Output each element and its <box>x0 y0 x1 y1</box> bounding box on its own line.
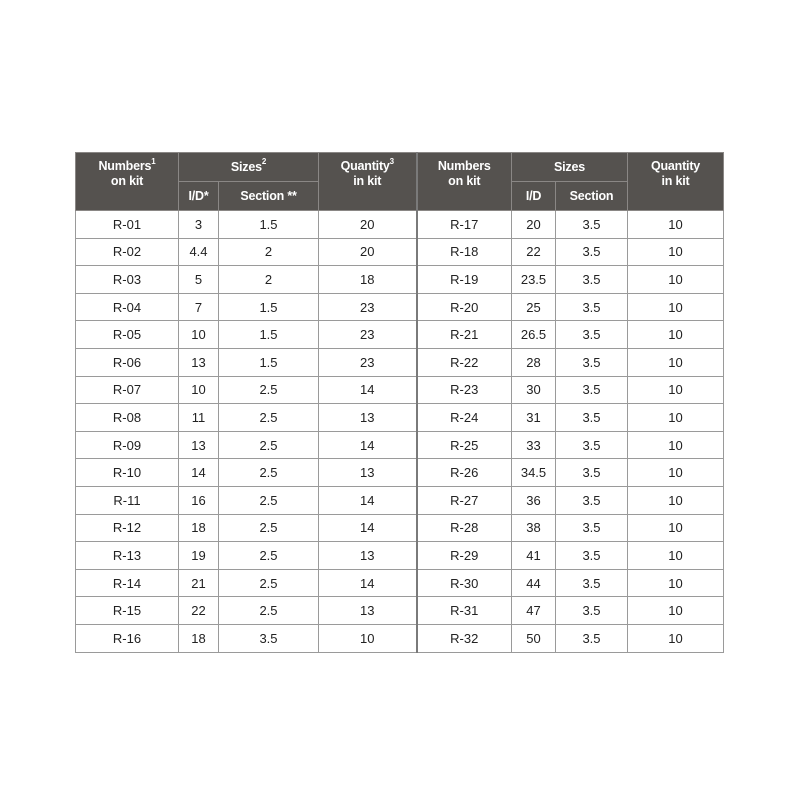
cell-section-right: 3.5 <box>556 624 628 652</box>
cell-id-right: 50 <box>512 624 556 652</box>
cell-section-right: 3.5 <box>556 486 628 514</box>
header-numbers-left <box>76 153 179 211</box>
cell-quantity-right: 10 <box>628 542 724 570</box>
cell-id-left: 13 <box>179 348 219 376</box>
header-sizes-right-text: Sizes <box>554 159 585 174</box>
cell-quantity-right: 10 <box>628 376 724 404</box>
cell-number-left: R-07 <box>76 376 179 404</box>
cell-id-left: 10 <box>179 376 219 404</box>
cell-quantity-right: 10 <box>628 266 724 294</box>
table-row <box>76 211 724 239</box>
table-row <box>76 321 724 349</box>
table-row <box>76 514 724 542</box>
cell-section-right: 3.5 <box>556 569 628 597</box>
cell-number-right: R-26 <box>417 459 512 487</box>
header-quantity-right <box>628 153 724 211</box>
cell-id-right: 22 <box>512 238 556 266</box>
cell-number-right: R-18 <box>417 238 512 266</box>
cell-number-right: R-19 <box>417 266 512 294</box>
table-body <box>76 211 724 653</box>
cell-quantity-left: 13 <box>319 597 417 625</box>
header-numbers-right <box>417 153 512 211</box>
cell-section-right: 3.5 <box>556 404 628 432</box>
table-row <box>76 597 724 625</box>
cell-quantity-left: 23 <box>319 293 417 321</box>
table-row <box>76 293 724 321</box>
cell-section-right: 3.5 <box>556 266 628 294</box>
cell-section-left: 2.5 <box>219 514 319 542</box>
cell-quantity-left: 14 <box>319 376 417 404</box>
footnote-2: 2 <box>261 157 267 167</box>
header-numbers-right-line2: on kit <box>448 174 481 188</box>
cell-number-left: R-06 <box>76 348 179 376</box>
header-id-left: I/D* <box>179 182 219 211</box>
cell-section-right: 3.5 <box>556 459 628 487</box>
header-sizes-left-text: Sizes <box>230 159 262 174</box>
cell-quantity-left: 13 <box>319 542 417 570</box>
table-row <box>76 486 724 514</box>
cell-section-left: 2.5 <box>219 376 319 404</box>
cell-quantity-right: 10 <box>628 293 724 321</box>
cell-number-right: R-22 <box>417 348 512 376</box>
cell-quantity-right: 10 <box>628 597 724 625</box>
header-numbers-left-line2: on kit <box>110 174 144 188</box>
cell-quantity-left: 14 <box>319 486 417 514</box>
cell-quantity-left: 13 <box>319 459 417 487</box>
header-numbers-right-text: Numbers <box>437 159 491 173</box>
cell-section-left: 1.5 <box>219 293 319 321</box>
cell-section-left: 2.5 <box>219 459 319 487</box>
cell-number-right: R-17 <box>417 211 512 239</box>
cell-section-left: 2.5 <box>219 431 319 459</box>
cell-section-left: 1.5 <box>219 321 319 349</box>
cell-id-left: 10 <box>179 321 219 349</box>
cell-id-right: 28 <box>512 348 556 376</box>
cell-quantity-right: 10 <box>628 211 724 239</box>
cell-quantity-right: 10 <box>628 238 724 266</box>
cell-quantity-left: 14 <box>319 431 417 459</box>
header-section-left: Section ** <box>219 182 319 211</box>
header-section-right: Section <box>556 182 628 211</box>
cell-section-right: 3.5 <box>556 238 628 266</box>
cell-id-right: 31 <box>512 404 556 432</box>
cell-section-left: 2.5 <box>219 542 319 570</box>
cell-section-left: 2 <box>219 266 319 294</box>
cell-number-left: R-05 <box>76 321 179 349</box>
cell-section-left: 1.5 <box>219 348 319 376</box>
cell-number-right: R-31 <box>417 597 512 625</box>
cell-id-left: 5 <box>179 266 219 294</box>
header-sizes-left <box>179 153 319 182</box>
cell-id-left: 14 <box>179 459 219 487</box>
cell-section-right: 3.5 <box>556 293 628 321</box>
cell-number-left: R-02 <box>76 238 179 266</box>
cell-number-left: R-11 <box>76 486 179 514</box>
cell-number-left: R-04 <box>76 293 179 321</box>
cell-number-right: R-21 <box>417 321 512 349</box>
cell-id-left: 18 <box>179 624 219 652</box>
cell-quantity-right: 10 <box>628 514 724 542</box>
table-row <box>76 431 724 459</box>
cell-quantity-right: 10 <box>628 404 724 432</box>
cell-number-right: R-20 <box>417 293 512 321</box>
cell-id-right: 41 <box>512 542 556 570</box>
o-ring-kit-table <box>75 152 724 653</box>
cell-number-left: R-10 <box>76 459 179 487</box>
cell-number-right: R-29 <box>417 542 512 570</box>
cell-quantity-left: 14 <box>319 514 417 542</box>
cell-section-left: 2.5 <box>219 597 319 625</box>
cell-number-left: R-14 <box>76 569 179 597</box>
cell-number-right: R-27 <box>417 486 512 514</box>
cell-id-right: 26.5 <box>512 321 556 349</box>
cell-number-left: R-16 <box>76 624 179 652</box>
cell-id-left: 13 <box>179 431 219 459</box>
cell-quantity-right: 10 <box>628 486 724 514</box>
cell-id-right: 25 <box>512 293 556 321</box>
header-quantity-right-line2: in kit <box>661 174 690 188</box>
cell-section-left: 2.5 <box>219 486 319 514</box>
cell-id-left: 16 <box>179 486 219 514</box>
cell-id-left: 22 <box>179 597 219 625</box>
cell-quantity-right: 10 <box>628 569 724 597</box>
cell-number-right: R-24 <box>417 404 512 432</box>
header-quantity-left-text: Quantity <box>340 159 390 173</box>
cell-number-right: R-28 <box>417 514 512 542</box>
footnote-1: 1 <box>151 156 156 166</box>
cell-quantity-right: 10 <box>628 459 724 487</box>
table-row <box>76 569 724 597</box>
cell-section-right: 3.5 <box>556 376 628 404</box>
cell-section-right: 3.5 <box>556 348 628 376</box>
cell-quantity-left: 23 <box>319 321 417 349</box>
cell-quantity-left: 10 <box>319 624 417 652</box>
header-numbers-left-text: Numbers <box>98 159 152 173</box>
header-sizes-right <box>512 153 628 182</box>
table-row <box>76 459 724 487</box>
cell-number-left: R-09 <box>76 431 179 459</box>
cell-section-right: 3.5 <box>556 597 628 625</box>
cell-quantity-left: 13 <box>319 404 417 432</box>
cell-number-left: R-15 <box>76 597 179 625</box>
cell-section-right: 3.5 <box>556 514 628 542</box>
cell-quantity-right: 10 <box>628 431 724 459</box>
cell-number-right: R-23 <box>417 376 512 404</box>
cell-quantity-left: 20 <box>319 238 417 266</box>
table-row <box>76 238 724 266</box>
cell-quantity-right: 10 <box>628 321 724 349</box>
cell-quantity-left: 20 <box>319 211 417 239</box>
cell-quantity-left: 18 <box>319 266 417 294</box>
table-row <box>76 542 724 570</box>
cell-section-right: 3.5 <box>556 321 628 349</box>
cell-section-right: 3.5 <box>556 542 628 570</box>
cell-id-right: 33 <box>512 431 556 459</box>
cell-section-right: 3.5 <box>556 211 628 239</box>
header-id-right: I/D <box>512 182 556 211</box>
cell-id-left: 18 <box>179 514 219 542</box>
footnote-3: 3 <box>389 156 394 166</box>
cell-id-left: 11 <box>179 404 219 432</box>
cell-id-right: 30 <box>512 376 556 404</box>
cell-id-right: 47 <box>512 597 556 625</box>
cell-number-right: R-32 <box>417 624 512 652</box>
cell-id-left: 4.4 <box>179 238 219 266</box>
table-row <box>76 348 724 376</box>
cell-number-left: R-08 <box>76 404 179 432</box>
cell-id-left: 3 <box>179 211 219 239</box>
header-quantity-right-text: Quantity <box>650 159 701 173</box>
cell-quantity-right: 10 <box>628 624 724 652</box>
table-header <box>76 153 724 211</box>
cell-id-left: 21 <box>179 569 219 597</box>
cell-section-left: 1.5 <box>219 211 319 239</box>
header-quantity-left-line2: in kit <box>353 174 382 188</box>
table-row <box>76 376 724 404</box>
cell-section-left: 2.5 <box>219 569 319 597</box>
cell-id-right: 34.5 <box>512 459 556 487</box>
cell-number-left: R-01 <box>76 211 179 239</box>
table-row <box>76 624 724 652</box>
header-quantity-left <box>319 153 417 211</box>
cell-id-right: 23.5 <box>512 266 556 294</box>
cell-number-left: R-13 <box>76 542 179 570</box>
cell-id-right: 36 <box>512 486 556 514</box>
cell-id-left: 19 <box>179 542 219 570</box>
cell-id-left: 7 <box>179 293 219 321</box>
cell-section-left: 2.5 <box>219 404 319 432</box>
cell-number-right: R-25 <box>417 431 512 459</box>
cell-number-left: R-03 <box>76 266 179 294</box>
cell-quantity-left: 14 <box>319 569 417 597</box>
cell-quantity-left: 23 <box>319 348 417 376</box>
cell-section-left: 3.5 <box>219 624 319 652</box>
cell-section-right: 3.5 <box>556 431 628 459</box>
table-row <box>76 266 724 294</box>
cell-number-left: R-12 <box>76 514 179 542</box>
cell-section-left: 2 <box>219 238 319 266</box>
cell-id-right: 38 <box>512 514 556 542</box>
cell-quantity-right: 10 <box>628 348 724 376</box>
table-row <box>76 404 724 432</box>
cell-id-right: 20 <box>512 211 556 239</box>
cell-id-right: 44 <box>512 569 556 597</box>
cell-number-right: R-30 <box>417 569 512 597</box>
